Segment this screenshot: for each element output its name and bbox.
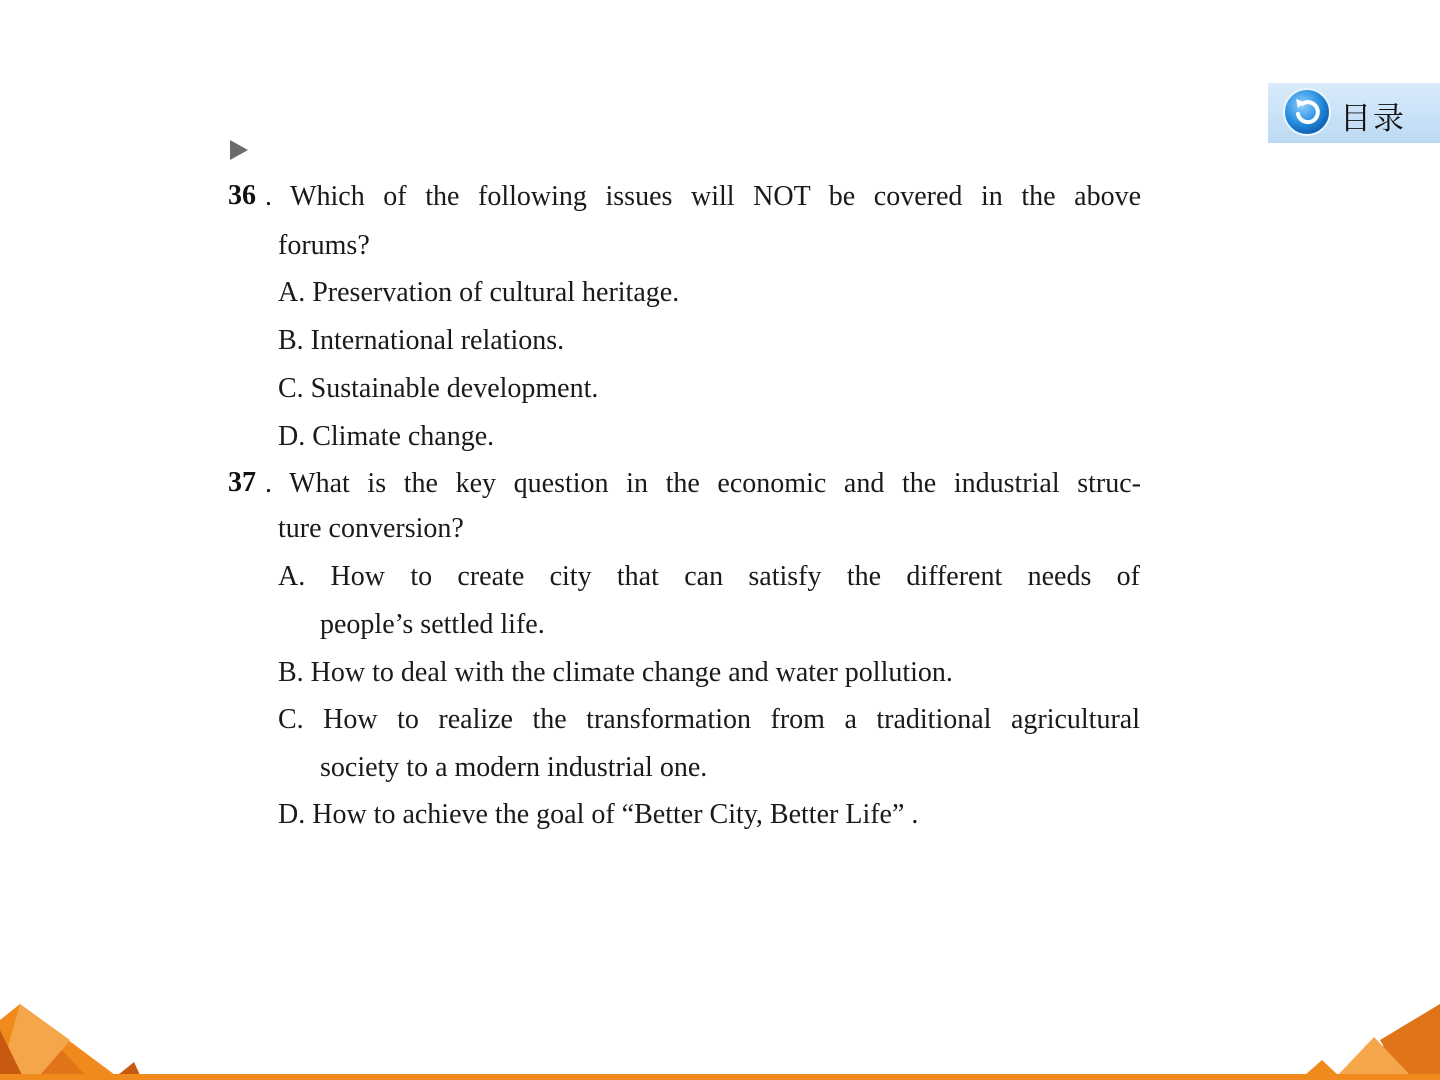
toc-button[interactable] xyxy=(1268,83,1440,143)
question-number: 37 xyxy=(228,467,256,498)
question-stem-continued: ture conversion? xyxy=(278,513,464,544)
bottom-decoration xyxy=(0,990,1440,1080)
option-a: A. How to create city that can satisfy the different needs of xyxy=(278,561,1140,592)
question-number: 36 xyxy=(228,180,256,211)
toc-label: 目录 xyxy=(1340,101,1406,137)
play-triangle-icon xyxy=(229,139,249,161)
option-b: B. International relations. xyxy=(278,325,565,356)
option-c-continued: society to a modern industrial one. xyxy=(320,752,708,783)
option-d: D. How to achieve the goal of “Better City, Better Life” . xyxy=(278,799,919,830)
question-stem: . What is the key question in the economic and the industrial struc- xyxy=(265,468,1141,499)
option-c: C. How to realize the transformation from a traditional agricultural xyxy=(278,704,1140,735)
option-c: C. Sustainable development. xyxy=(278,373,599,404)
option-d: D. Climate change. xyxy=(278,421,495,452)
question-stem: . Which of the following issues will NOT be covered in the above xyxy=(265,181,1141,212)
question-stem-continued: forums? xyxy=(278,230,370,261)
refresh-circle-icon xyxy=(1282,87,1332,137)
option-b: B. How to deal with the climate change and water pollution. xyxy=(278,657,953,688)
option-a-continued: people’s settled life. xyxy=(320,609,545,640)
option-a: A. Preservation of cultural heritage. xyxy=(278,277,680,308)
